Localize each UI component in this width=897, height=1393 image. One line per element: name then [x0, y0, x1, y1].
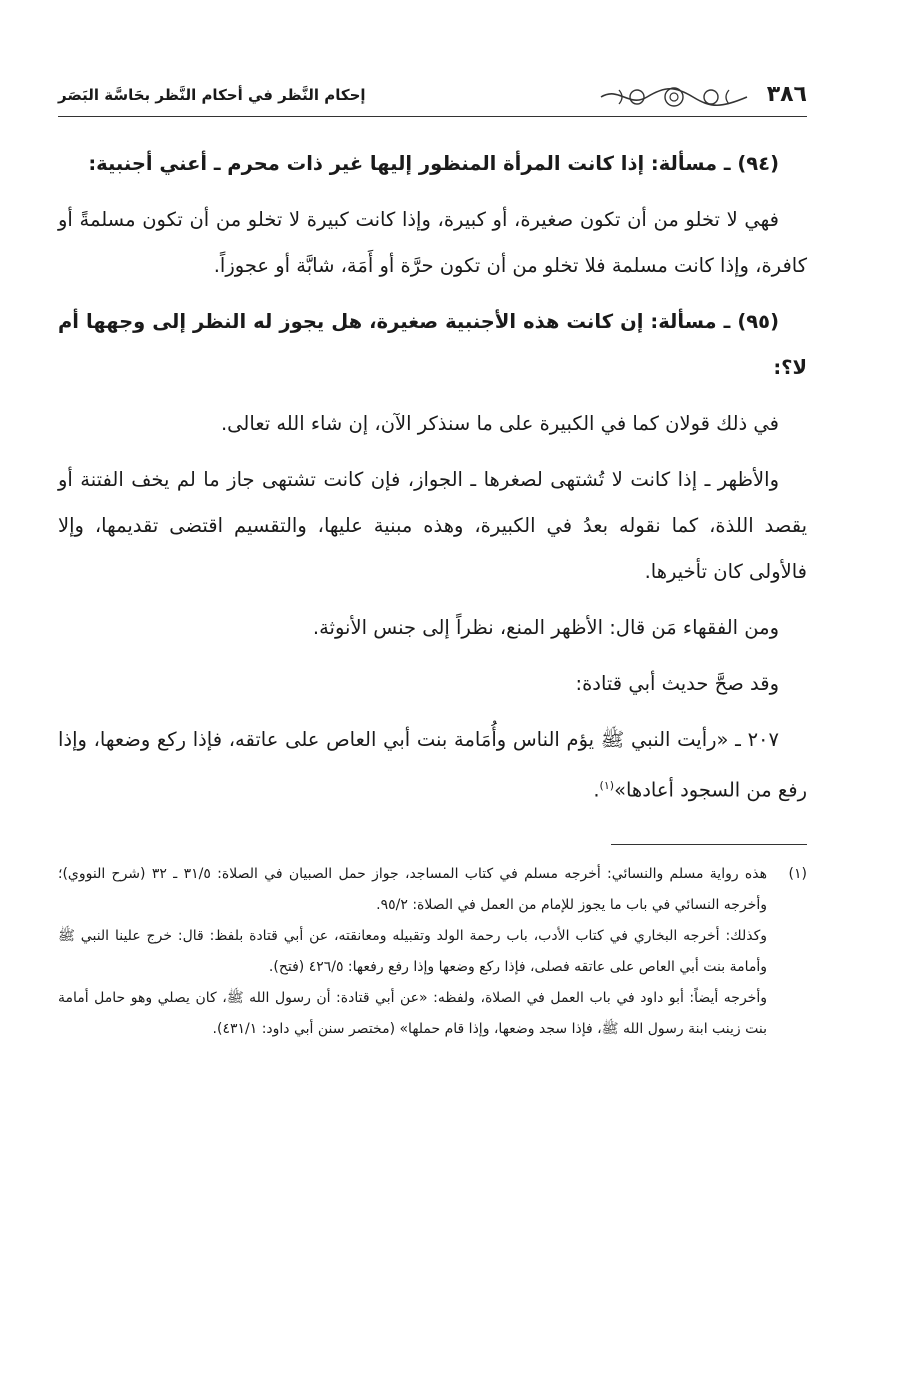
- body-paragraph: فهي لا تخلو من أن تكون صغيرة، أو كبيرة، وإذا كانت كبيرة لا تخلو من أن تكون مسلمةً أو كافرة، وإذا كانت مسلمة فلا تخلو من أن تكون حرَّة أو أَمَة، شابَّة أو عجوزاً.: [58, 208, 807, 277]
- body-paragraph: في ذلك قولان كما في الكبيرة على ما سنذكر الآن، إن شاء الله تعالى.: [220, 412, 779, 435]
- running-title: إحكام النَّظر في أحكام النَّظر بحَاسَّة البَصَر: [58, 86, 366, 104]
- main-text: [58, 141, 807, 814]
- issue-heading-94: (٩٤) ـ مسألة: إذا كانت المرأة المنظور إليها غير ذات محرم ـ أعني أجنبية:: [88, 152, 779, 175]
- footnote-paragraph: وأخرجه أيضاً: أبو داود في باب العمل في الصلاة، ولفظه: «عن أبي قتادة: أن رسول الله ﷺ، كان يصلي وهو حامل أمامة بنت زينب ابنة رسول الله ﷺ، فإذا سجد وضعها، وإذا قام حملها» (مختصر سنن أبي داود: ٤٣١/١).: [58, 989, 767, 1037]
- issue-heading-95: (٩٥) ـ مسألة: إن كانت هذه الأجنبية صغيرة، هل يجوز له النظر إلى وجهها أم لا؟:: [58, 310, 807, 379]
- header-ornament: [599, 84, 749, 110]
- hadith-text: ٢٠٧ ـ «رأيت النبي ﷺ يؤم الناس وأُمَامة بنت أبي العاص على عاتقه، فإذا ركع وضعها، وإذا رفع من السجود أعادها»: [58, 728, 807, 802]
- footnote-divider: [611, 844, 807, 845]
- page-header: [58, 70, 807, 117]
- footnote-marker: (١): [788, 865, 807, 882]
- footnote-paragraph: وكذلك: أخرجه البخاري في كتاب الأدب، باب رحمة الولد وتقبيله ومعانقته، عن أبي قتادة بلفظ: قال: خرج علينا النبي ﷺ وأمامة بنت أبي العاص على عاتقه فصلى، فإذا ركع وضعها وإذا رفع رفعها: ٤٢٦/٥ (فتح).: [58, 927, 767, 975]
- body-paragraph: والأظهر ـ إذا كانت لا تُشتهى لصغرها ـ الجواز، فإن كانت تشتهى جاز ما لم يخف الفتنة أو يقصد اللذة، كما نقوله بعدُ في الكبيرة، وهذه مبنية عليها، والتقسيم اقتضى تقديمها، وإلا فالأولى كان تأخيرها.: [58, 468, 807, 583]
- page-number: ٣٨٦: [766, 82, 807, 107]
- hadith-end-period: .: [593, 778, 600, 802]
- hadith-paragraph: [58, 717, 807, 814]
- footnote-body: [58, 859, 767, 1045]
- footnote-paragraph: هذه رواية مسلم والنسائي: أخرجه مسلم في كتاب المساجد، جواز حمل الصبيان في الصلاة: ٣١/٥ ـ ٣٢ (شرح النووي)؛ وأخرجه النسائي في باب ما يجوز للإمام من العمل في الصلاة: ٩٥/٢.: [58, 865, 767, 913]
- body-paragraph: ومن الفقهاء مَن قال: الأظهر المنع، نظراً إلى جنس الأنوثة.: [312, 616, 779, 639]
- body-paragraph: وقد صحَّ حديث أبي قتادة:: [575, 672, 779, 695]
- footnote-reference[interactable]: (١): [599, 779, 615, 792]
- book-page: [58, 70, 807, 1373]
- footnote: [58, 859, 807, 1045]
